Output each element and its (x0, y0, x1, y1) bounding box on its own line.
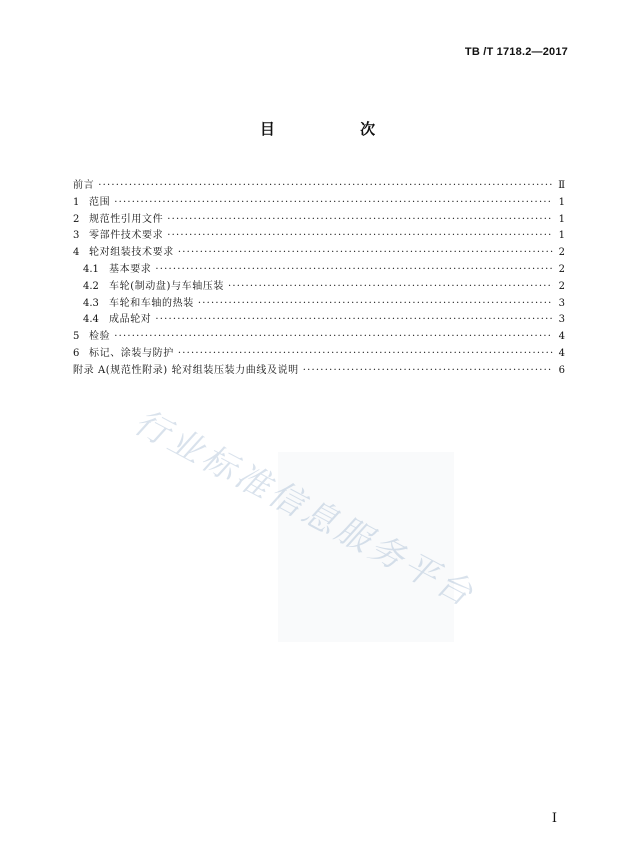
toc-leader-dots (114, 329, 553, 346)
toc-entry-page: 1 (558, 213, 565, 225)
watermark-box (278, 452, 454, 642)
toc-leader-dots (178, 346, 553, 363)
toc-entry-page: 2 (558, 263, 565, 275)
toc-entry-label: 附录 A(规范性附录) 轮对组装压装力曲线及说明 (73, 364, 299, 376)
toc-entry-number: 1 (73, 196, 80, 208)
toc-entry-number: 4.3 (83, 297, 99, 309)
toc-entry-page: 6 (558, 364, 565, 376)
toc-entry-page: 3 (558, 314, 565, 326)
toc-entry-number: 4.1 (83, 263, 99, 275)
toc-leader-dots (155, 262, 553, 279)
toc-entry-label: 范围 (89, 196, 111, 208)
toc-entry[interactable] (73, 262, 565, 279)
toc-entry[interactable] (73, 245, 565, 262)
toc-leader-dots (155, 312, 553, 329)
toc-entry[interactable] (73, 279, 565, 296)
toc-entry-label: 成品轮对 (109, 314, 152, 326)
toc-entry[interactable] (73, 363, 565, 380)
toc-leader-dots (167, 228, 553, 245)
toc-leader-dots (228, 279, 553, 296)
toc-leader-dots (114, 195, 553, 212)
toc-entry-number: 5 (73, 331, 80, 343)
toc-entry-number: 4 (73, 247, 80, 259)
standard-number: TB /T 1718.2—2017 (464, 46, 568, 58)
toc-entry-page: 2 (558, 280, 565, 292)
toc-entry[interactable] (73, 296, 565, 313)
toc-entry-page: 2 (558, 247, 565, 259)
toc-entry-label: 检验 (89, 331, 111, 343)
toc-entry-number: 4.2 (83, 280, 99, 292)
toc-leader-dots (303, 363, 553, 380)
toc-entry[interactable] (73, 228, 565, 245)
toc-leader-dots (198, 296, 553, 313)
table-of-contents (73, 178, 565, 380)
toc-entry[interactable] (73, 312, 565, 329)
page-number: I (551, 811, 557, 826)
toc-entry[interactable] (73, 195, 565, 212)
toc-entry-label: 规范性引用文件 (89, 213, 164, 225)
toc-entry-page: 4 (558, 347, 565, 359)
toc-entry-page: 4 (558, 331, 565, 343)
toc-entry-label: 零部件技术要求 (89, 230, 164, 242)
toc-entry-label: 车轮和车轴的热装 (109, 297, 194, 309)
toc-leader-dots (167, 212, 553, 229)
toc-entry-page: 1 (558, 230, 565, 242)
toc-entry-label: 基本要求 (109, 263, 152, 275)
toc-entry-page: 1 (558, 196, 565, 208)
toc-title: 目 次 (259, 120, 416, 138)
toc-leader-dots (98, 178, 553, 195)
toc-entry-label: 前言 (73, 180, 95, 191)
toc-entry-label: 轮对组装技术要求 (89, 247, 174, 259)
toc-entry[interactable] (73, 346, 565, 363)
toc-leader-dots (178, 245, 553, 262)
toc-entry-label: 标记、涂装与防护 (89, 347, 174, 359)
toc-entry[interactable] (73, 212, 565, 229)
toc-entry-number: 6 (73, 347, 80, 359)
toc-entry-label: 车轮(制动盘)与车轴压装 (109, 280, 225, 292)
toc-entry-page: 3 (558, 297, 565, 309)
toc-entry[interactable] (73, 329, 565, 346)
toc-entry-number: 2 (73, 213, 80, 225)
toc-entry-number: 3 (73, 230, 80, 242)
toc-entry-page: Ⅱ (558, 180, 565, 191)
watermark: 行业标准信息服务平台 (127, 402, 482, 616)
toc-entry[interactable] (73, 178, 565, 195)
toc-entry-number: 4.4 (83, 314, 99, 326)
